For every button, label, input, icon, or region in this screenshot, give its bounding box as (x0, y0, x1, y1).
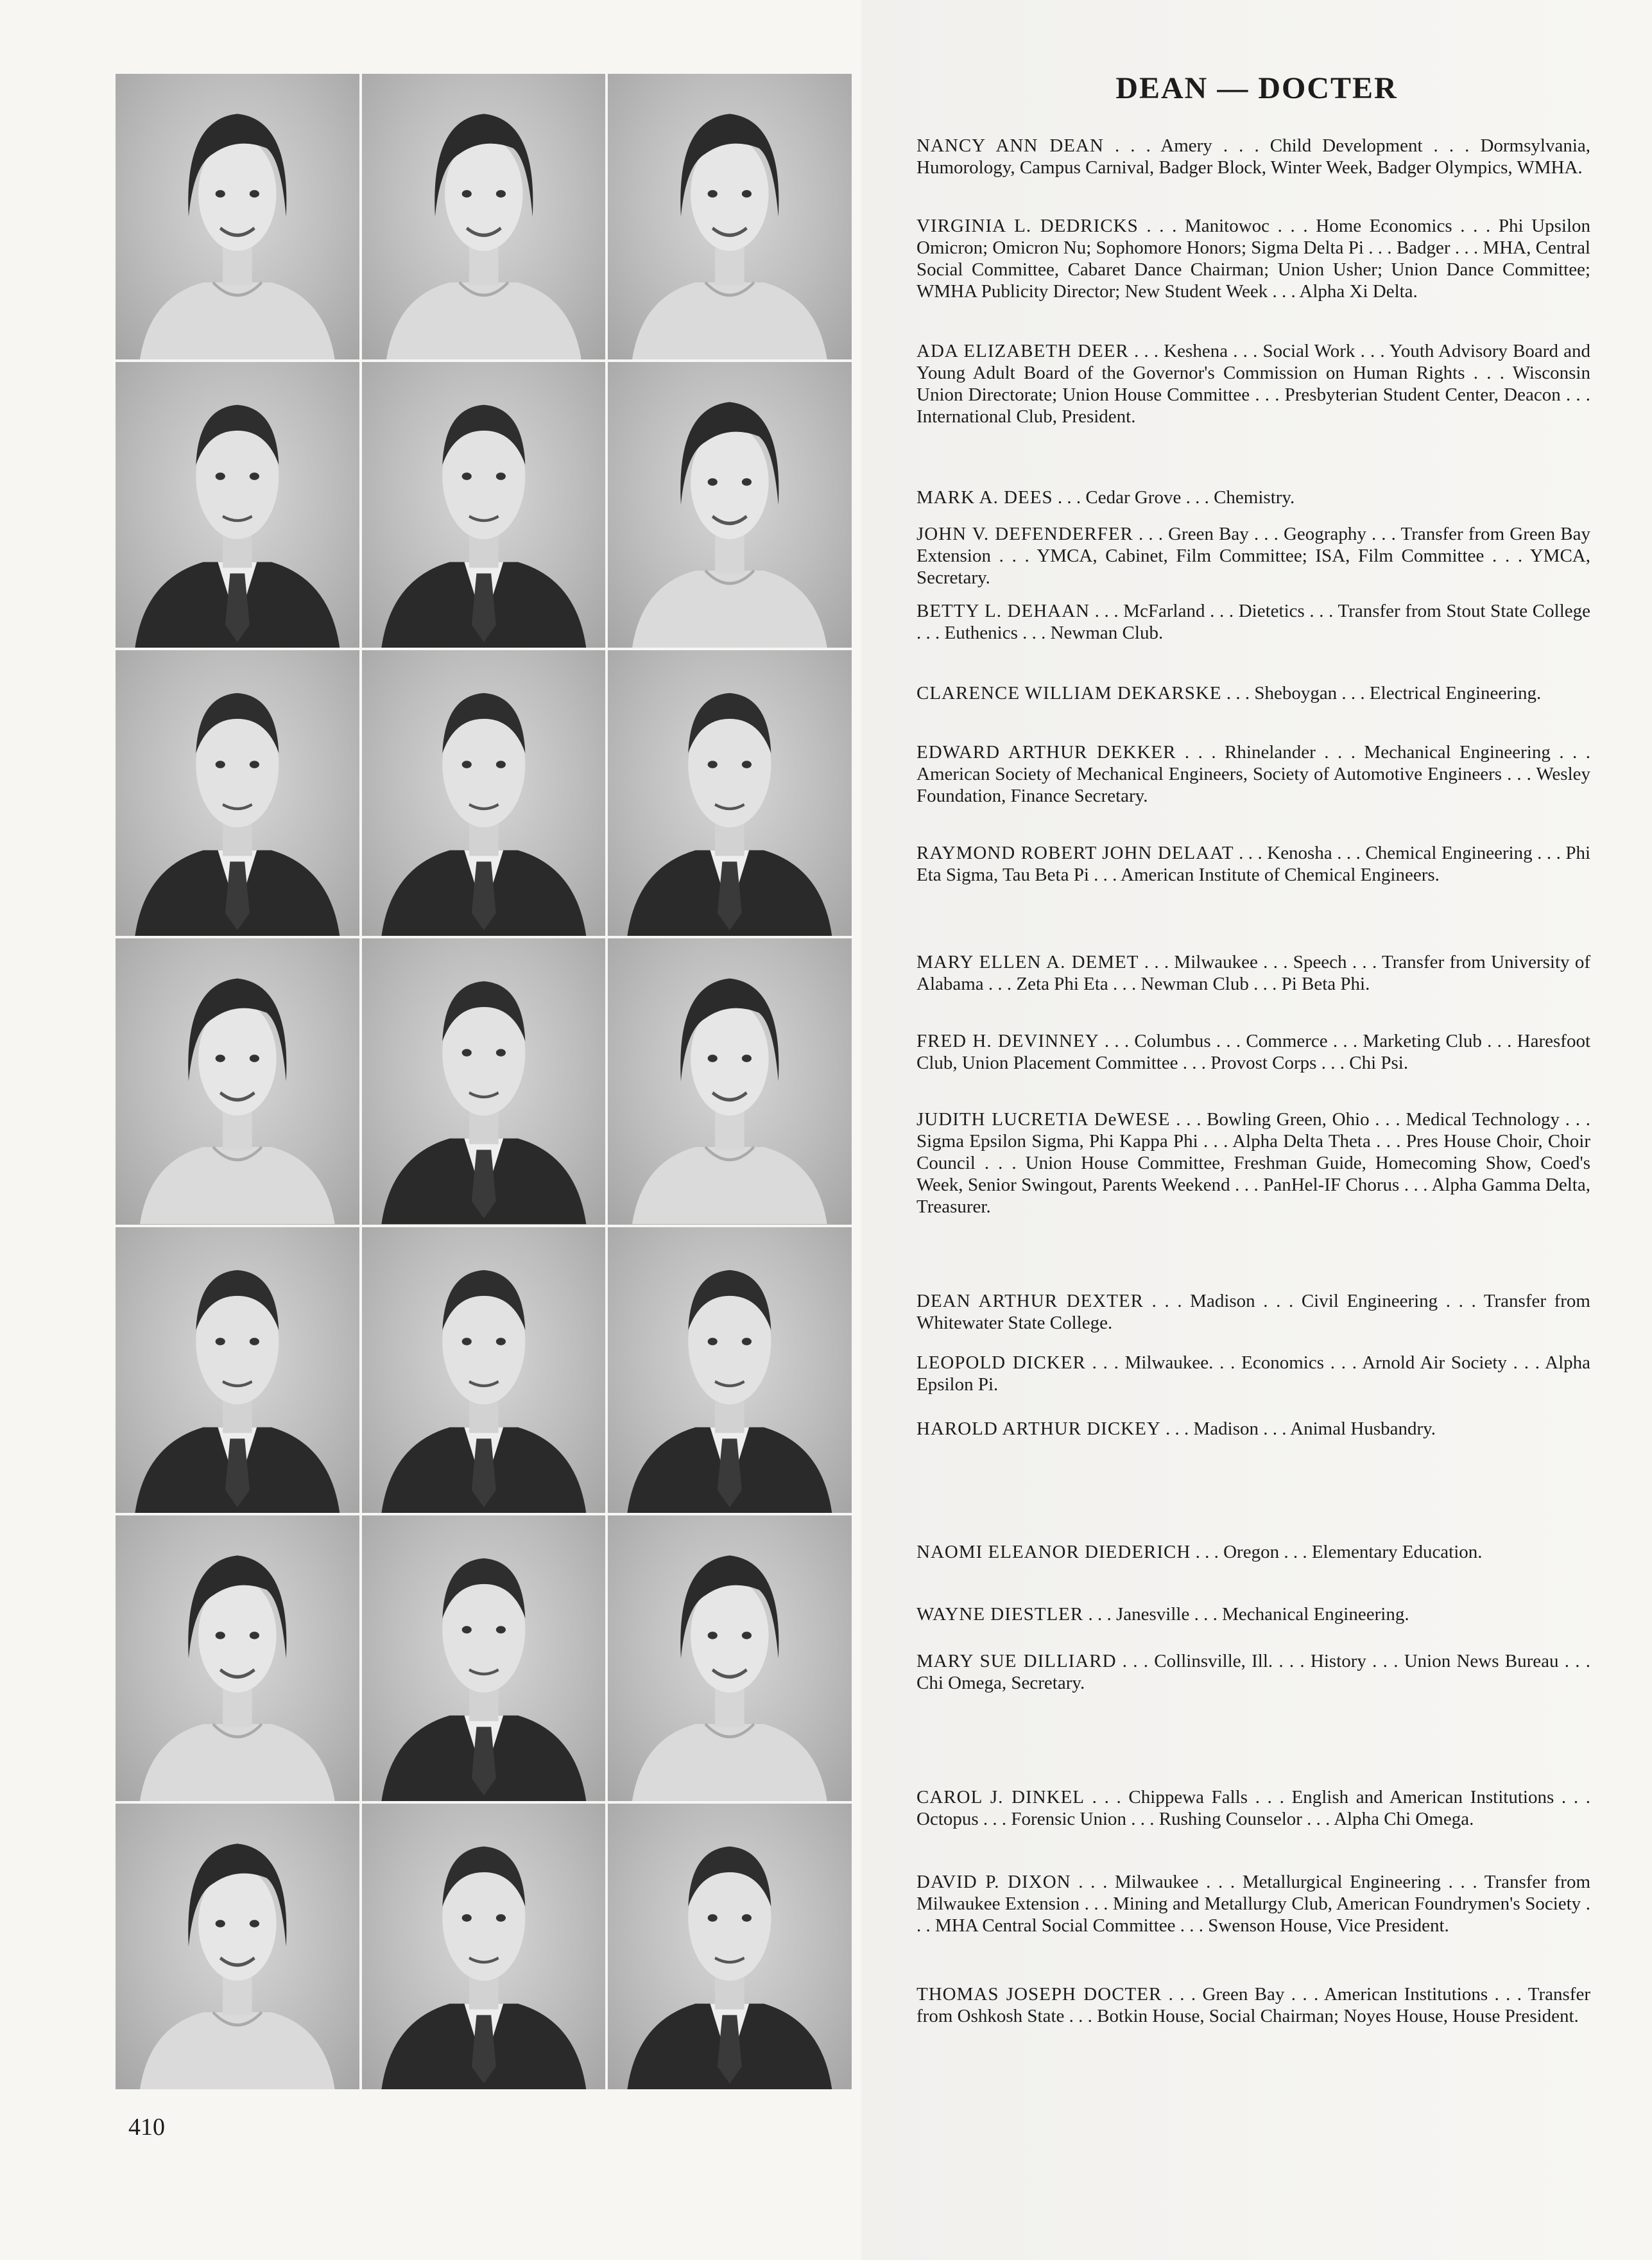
student-details: . . . Chippewa Falls . . . English and American Institutions . . . Octopus . . . Forensic Union . . . Rushing Counselor . . . Alpha Chi Omega. (916, 1787, 1590, 1829)
student-details: . . . Collinsville, Ill. . . . History . . . Union News Bureau . . . Chi Omega, Secretary. (916, 1651, 1590, 1693)
portrait-photo (362, 650, 606, 936)
biography-entry (916, 340, 1590, 427)
student-details: . . . Keshena . . . Social Work . . . Youth Advisory Board and Young Adult Board of the Governor's Commission on Human Rights . . . Wisconsin Union Directorate; Union House Committee . . . Presbyterian Student Center, Deacon . . . International Club, President. (916, 341, 1590, 427)
woman-portrait-icon (116, 938, 359, 1224)
biography-entry (916, 1650, 1590, 1694)
page-number: 410 (128, 2114, 165, 2141)
student-details: . . . Rhinelander . . . Mechanical Engineering . . . American Society of Mechanical Engineers, Society of Automotive Engineers . . . Wesley Foundation, Finance Secretary. (916, 742, 1591, 806)
student-details: . . . Cedar Grove . . . Chemistry. (1053, 487, 1295, 508)
student-name: ADA ELIZABETH DEER (916, 341, 1129, 361)
woman-portrait-icon (608, 938, 852, 1224)
student-name: BETTY L. DEHAAN (916, 601, 1090, 621)
student-name: NAOMI ELEANOR DIEDERICH (916, 1542, 1191, 1562)
student-name: CLARENCE WILLIAM DEKARSKE (916, 683, 1222, 703)
student-name: MARY ELLEN A. DEMET (916, 952, 1139, 972)
student-name: DEAN ARTHUR DEXTER (916, 1291, 1144, 1311)
portrait-photo (608, 650, 852, 936)
man-portrait-icon (116, 650, 359, 936)
woman-portrait-icon (608, 74, 852, 359)
portrait-photo (116, 938, 359, 1224)
portrait-photo (116, 1804, 359, 2089)
student-name: EDWARD ARTHUR DEKKER (916, 742, 1176, 763)
portrait-photo (362, 74, 606, 359)
biography-entry (916, 1352, 1590, 1395)
man-portrait-icon (608, 1227, 852, 1513)
man-portrait-icon (116, 1227, 359, 1513)
student-name: VIRGINIA L. DEDRICKS (916, 216, 1139, 236)
biography-entry (916, 1541, 1590, 1563)
biography-entry (916, 1786, 1590, 1830)
portrait-photo (608, 938, 852, 1224)
student-name: DAVID P. DIXON (916, 1872, 1071, 1892)
man-portrait-icon (608, 1804, 852, 2089)
biography-entry (916, 1418, 1590, 1440)
portrait-photo (362, 362, 606, 648)
student-name: MARY SUE DILLIARD (916, 1651, 1117, 1671)
student-details: . . . Green Bay . . . American Institutions . . . Transfer from Oshkosh State . . . Botkin House, Social Chairman; Noyes House, House President. (916, 1984, 1590, 2026)
man-portrait-icon (116, 362, 359, 648)
student-name: RAYMOND ROBERT JOHN DELAAT (916, 843, 1234, 863)
portrait-photo (362, 1804, 606, 2089)
student-details: . . . Janesville . . . Mechanical Engineering. (1083, 1604, 1409, 1625)
biography-entry (916, 600, 1590, 644)
student-details: . . . Bowling Green, Ohio . . . Medical Technology . . . Sigma Epsilon Sigma, Phi Kappa Phi . . . Alpha Delta Theta . . . Pres House Choir, Choir Council . . . Union House Committee, Freshman Guide, Homecoming Show, Coed's Week, Senior Swingout, Parents Weekend . . . PanHel-IF Chorus . . . Alpha Gamma Delta, Treasurer. (916, 1109, 1590, 1217)
portrait-photo (116, 362, 359, 648)
student-name: WAYNE DIESTLER (916, 1604, 1084, 1625)
student-name: JUDITH LUCRETIA DeWESE (916, 1109, 1171, 1130)
student-details: . . . Green Bay . . . Geography . . . Transfer from Green Bay Extension . . . YMCA, Cabinet, Film Committee; ISA, Film Committee . . . YMCA, Secretary. (916, 524, 1590, 588)
biography-entry (916, 842, 1590, 886)
biography-entry (916, 1108, 1590, 1218)
student-name: MARK A. DEES (916, 487, 1053, 508)
man-portrait-icon (362, 362, 606, 648)
biography-entry (916, 1871, 1590, 1937)
woman-portrait-icon (116, 1515, 359, 1801)
student-details: . . . Milwaukee . . . Speech . . . Transfer from University of Alabama . . . Zeta Phi Eta . . . Newman Club . . . Pi Beta Phi. (916, 952, 1590, 994)
biography-entry (916, 1603, 1590, 1625)
portrait-photo (608, 1227, 852, 1513)
student-name: LEOPOLD DICKER (916, 1352, 1086, 1373)
student-details: . . . Oregon . . . Elementary Education. (1191, 1542, 1483, 1562)
page-title: DEAN — DOCTER (1115, 71, 1398, 105)
biography-entry (916, 682, 1590, 704)
biography-entry (916, 1030, 1590, 1074)
woman-portrait-icon (608, 362, 852, 648)
portrait-photo (362, 1515, 606, 1801)
woman-portrait-icon (608, 1515, 852, 1801)
portrait-photo (116, 1227, 359, 1513)
student-details: . . . Sheboygan . . . Electrical Engineering. (1221, 683, 1542, 703)
portrait-photo (608, 74, 852, 359)
student-name: FRED H. DEVINNEY (916, 1031, 1099, 1051)
man-portrait-icon (362, 1804, 606, 2089)
student-details: . . . Madison . . . Animal Husbandry. (1160, 1419, 1436, 1439)
student-details: . . . Kenosha . . . Chemical Engineering . . . Phi Eta Sigma, Tau Beta Pi . . . American Institute of Chemical Engineers. (916, 843, 1591, 885)
student-name: CAROL J. DINKEL (916, 1787, 1085, 1807)
biography-entry (916, 951, 1590, 995)
biography-entry (916, 523, 1590, 589)
student-details: . . . Manitowoc . . . Home Economics . . . Phi Upsilon Omicron; Omicron Nu; Sophomore Honors; Sigma Delta Pi . . . Badger . . . MHA, Central Social Committee, Cabaret Dance Chairman; Union Usher; Union Dance Committee; WMHA Publicity Director; New Student Week . . . Alpha Xi Delta. (916, 216, 1591, 302)
woman-portrait-icon (362, 74, 606, 359)
student-name: NANCY ANN DEAN (916, 135, 1104, 156)
portrait-photo (608, 1804, 852, 2089)
student-name: JOHN V. DEFENDERFER (916, 524, 1133, 544)
portrait-photo (608, 1515, 852, 1801)
student-name: THOMAS JOSEPH DOCTER (916, 1984, 1162, 2005)
man-portrait-icon (362, 1227, 606, 1513)
student-details: . . . Amery . . . Child Development . . . Dormsylvania, Humorology, Campus Carnival, Badger Block, Winter Week, Badger Olympics, WMHA. (916, 135, 1591, 178)
student-details: . . . Milwaukee . . . Metallurgical Engineering . . . Transfer from Milwaukee Extension . . . Mining and Metallurgy Club, American Foundrymen's Society . . . MHA Central Social Committee . . . Swenson House, Vice President. (916, 1872, 1590, 1936)
portrait-photo (116, 1515, 359, 1801)
portrait-photo (362, 1227, 606, 1513)
biography-entry (916, 1290, 1590, 1334)
biography-entry (916, 135, 1590, 178)
man-portrait-icon (362, 650, 606, 936)
biography-entry (916, 741, 1590, 807)
portrait-photo (608, 362, 852, 648)
woman-portrait-icon (116, 1804, 359, 2089)
man-portrait-icon (362, 1515, 606, 1801)
biography-entry (916, 215, 1590, 302)
student-details: . . . Madison . . . Civil Engineering . . . Transfer from Whitewater State College. (916, 1291, 1590, 1333)
biography-entry (916, 1983, 1590, 2027)
portrait-photo (116, 74, 359, 359)
portrait-photo (116, 650, 359, 936)
student-details: . . . Milwaukee. . . Economics . . . Arnold Air Society . . . Alpha Epsilon Pi. (916, 1352, 1590, 1395)
woman-portrait-icon (116, 74, 359, 359)
man-portrait-icon (362, 938, 606, 1224)
man-portrait-icon (608, 650, 852, 936)
student-details: . . . McFarland . . . Dietetics . . . Transfer from Stout State College . . . Euthenics . . . Newman Club. (916, 601, 1590, 643)
portrait-grid (116, 74, 852, 2089)
student-details: . . . Columbus . . . Commerce . . . Marketing Club . . . Haresfoot Club, Union Placement Committee . . . Provost Corps . . . Chi Psi. (916, 1031, 1591, 1073)
biography-entry (916, 487, 1590, 508)
portrait-photo (362, 938, 606, 1224)
student-name: HAROLD ARTHUR DICKEY (916, 1419, 1161, 1439)
